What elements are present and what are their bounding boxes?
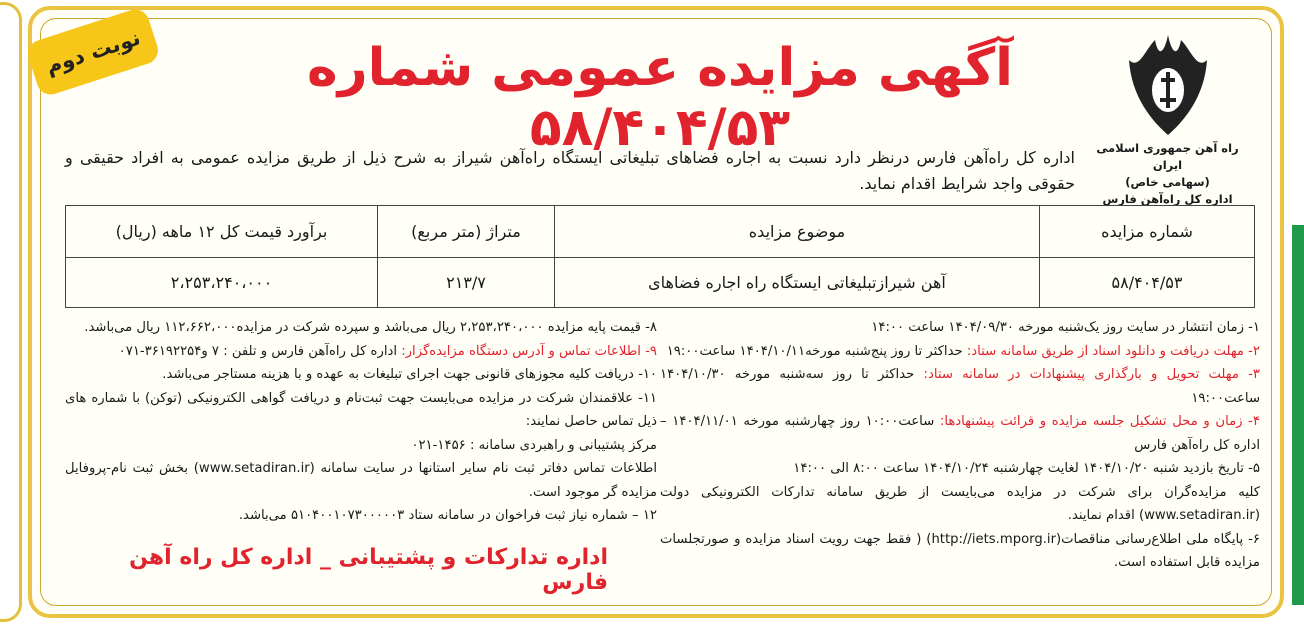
railway-logo-icon <box>1125 30 1211 140</box>
org-line: راه آهن جمهوری اسلامی ایران <box>1096 141 1239 172</box>
condition-text: اداره کل راه‌آهن فارس و تلفن : ۷ و۳۶۱۹۲۲۵۴-۰۷۱ <box>118 343 402 359</box>
table-header-row <box>66 206 1255 258</box>
header-cell: شماره مزایده <box>1040 206 1255 258</box>
condition-item: ۵- تاریخ بازدید شنبه ۱۴۰۴/۱۰/۲۰ لغایت چهارشنبه ۱۴۰۴/۱۰/۲۴ ساعت ۸:۰۰ الی ۱۴:۰۰ <box>793 461 1260 476</box>
org-line: اداره کل راه‌آهن فارس <box>1102 192 1233 206</box>
table-cell: ۲۱۳/۷ <box>378 258 555 308</box>
page-title: آگهی مزایده عمومی شماره ۵۸/۴۰۴/۵۳ <box>307 38 1013 158</box>
condition-item <box>660 340 1260 364</box>
condition-item: ۱- زمان انتشار در سایت روز یک‌شنبه مورخه ۱۴۰۴/۰۹/۳۰ ساعت ۱۴:۰۰ <box>871 320 1260 335</box>
table-cell: ۵۸/۴۰۴/۵۳ <box>1040 258 1255 308</box>
condition-item: ۱۰- دریافت کلیه مجوزهای قانونی جهت اجرای تبلیغات به عهده و با هزینه مستاجر می‌باشد. <box>162 367 657 382</box>
condition-text: ساعت۱۰:۰۰ روز چهارشنبه مورخه ۱۴۰۴/۱۱/۰۱ – اداره کل راه‌آهن فارس <box>660 414 1260 453</box>
table-cell: آهن شیرازتبلیغاتی ایستگاه راه اجاره فضاهای <box>555 258 1040 308</box>
second-run-badge: نوبت دوم <box>24 6 161 98</box>
table-cell: ۲،۲۵۳،۲۴۰،۰۰۰ <box>66 258 378 308</box>
condition-label: ۹- اطلاعات تماس و آدرس دستگاه مزایده‌گزار: <box>401 343 657 359</box>
condition-text: حداکثر تا روز سه‌شنبه مورخه ۱۴۰۴/۱۰/۳۰ ساعت۱۹:۰۰ <box>660 367 1260 406</box>
condition-item: اطلاعات تماس دفاتر ثبت نام سایر استانها در سایت سامانه (www.setadiran.ir) بخش ثبت نام-پروفایل مزایده گر موجود است. <box>65 461 657 500</box>
condition-item <box>65 340 657 364</box>
condition-label: ۲- مهلت دریافت و دانلود اسناد از طریق سامانه ستاد: <box>966 343 1260 359</box>
intro-paragraph: اداره کل راه‌آهن فارس درنظر دارد نسبت به اجاره فضاهای تبلیغاتی ایستگاه راه‌آهن شیراز به شرح ذیل از طریق مزایده عمومی به افراد حقیقی و حقوقی واجد شرایط اقدام نماید. <box>65 148 1075 193</box>
condition-item: ۱۲ – شماره نیاز ثبت فراخوان در سامانه ستاد ۵۱۰۴۰۰۱۰۷۳۰۰۰۰۰۳ می‌باشد. <box>238 508 657 523</box>
condition-item <box>660 363 1260 410</box>
header-cell: متراژ (متر مربع) <box>378 206 555 258</box>
condition-item: ۶- پایگاه ملی اطلاع‌رسانی مناقصات(http://iets.mporg.ir) ( فقط جهت رویت اسناد مزایده و صورتجلسات مزایده قابل استفاده است. <box>660 531 1260 570</box>
adjacent-ad-border <box>0 2 22 622</box>
adjacent-ad-strip <box>1292 225 1304 605</box>
organization-name <box>1080 140 1255 208</box>
auction-table <box>65 205 1255 308</box>
signature: اداره تدارکات و پشتیبانی _ اداره کل راه آهن فارس <box>129 545 608 595</box>
condition-label: ۳- مهلت تحویل و بارگذاری پیشنهادات در سامانه ستاد: <box>923 367 1260 382</box>
condition-item <box>660 410 1260 457</box>
org-line: (سهامی خاص) <box>1125 175 1210 189</box>
table-row <box>66 258 1255 308</box>
conditions-right-column <box>660 316 1260 575</box>
condition-item: کلیه مزایده‌گران برای شرکت در مزایده می‌بایست از طریق سامانه تدارکات الکترونیکی دولت (www.setadiran.ir) اقدام نمایند. <box>660 484 1260 523</box>
condition-label: ۴- زمان و محل تشکیل جلسه مزایده و قرائت پیشنهادها: <box>939 414 1260 429</box>
header-cell: موضوع مزایده <box>555 206 1040 258</box>
condition-item: مرکز پشتیبانی و راهبردی سامانه : ۱۴۵۶-۰۲۱ <box>411 437 657 453</box>
header-cell: برآورد قیمت کل ۱۲ ماهه (ریال) <box>66 206 378 258</box>
condition-text: حداکثر تا روز پنج‌شنبه مورخه۱۴۰۴/۱۰/۱۱ ساعت۱۹:۰۰ <box>666 343 967 359</box>
condition-item: ۸- قیمت پایه مزایده ۲،۲۵۳،۲۴۰،۰۰۰ ریال می‌باشد و سپرده شرکت در مزایده۱۱۲،۶۶۲،۰۰۰ ریال می‌باشد. <box>84 320 657 335</box>
condition-item: ۱۱- علاقمندان شرکت در مزایده می‌بایست جهت ثبت‌نام و دریافت گواهی الکترونیکی (توکن) با شماره های ذیل تماس حاصل نمایند: <box>65 390 657 429</box>
conditions-left-column <box>65 316 657 528</box>
